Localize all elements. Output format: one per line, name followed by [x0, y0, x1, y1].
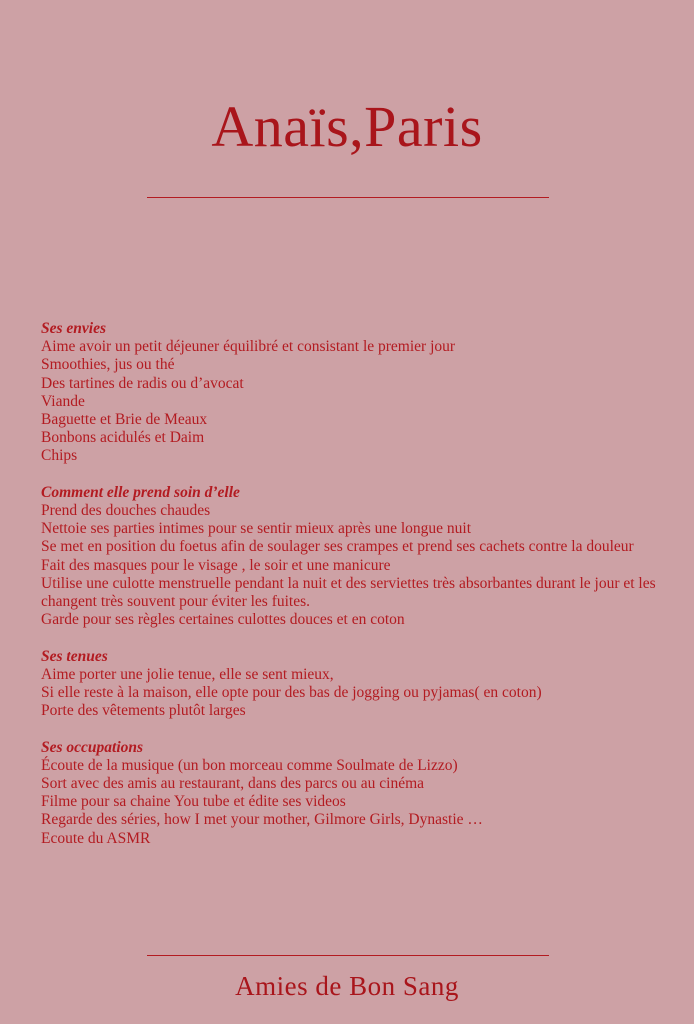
bottom-divider — [147, 955, 549, 956]
section-envies — [41, 320, 671, 466]
footer-brand: Amies de Bon Sang — [235, 971, 459, 1001]
section-occupations — [41, 739, 671, 848]
list-item: Bonbons acidulés et Daim — [41, 429, 205, 447]
list-item: Des tartines de radis ou d’avocat — [41, 374, 244, 392]
list-item: Aime porter une jolie tenue, elle se sent mieux, — [41, 665, 334, 683]
list-item: Regarde des séries, how I met your mother, Gilmore Girls, Dynastie … — [41, 811, 483, 829]
section-heading: Comment elle prend soin d’elle — [41, 483, 240, 501]
list-item: Garde pour ses règles certaines culottes douces et en coton — [41, 611, 405, 629]
list-item: Fait des masques pour le visage , le soir et une manicure — [41, 556, 391, 574]
list-item: Nettoie ses parties intimes pour se sentir mieux après une longue nuit — [41, 520, 472, 538]
list-item: Ecoute du ASMR — [41, 829, 151, 847]
list-item: Filme pour sa chaine You tube et édite ses videos — [41, 793, 346, 811]
list-item: Viande — [41, 392, 85, 410]
list-item: Si elle reste à la maison, elle opte pour des bas de jogging ou pyjamas( en coton) — [41, 684, 542, 702]
section-heading: Ses occupations — [41, 738, 144, 756]
list-item: Sort avec des amis au restaurant, dans des parcs ou au cinéma — [41, 775, 425, 793]
list-item: Chips — [41, 447, 78, 465]
page-title: Anaïs,Paris — [211, 94, 483, 159]
list-item: Baguette et Brie de Meaux — [41, 411, 208, 429]
section-heading: Ses tenues — [41, 647, 108, 665]
section-tenues — [41, 648, 671, 721]
list-item: Smoothies, jus ou thé — [41, 356, 175, 374]
list-item: Écoute de la musique (un bon morceau comme Soulmate de Lizzo) — [41, 756, 458, 774]
list-item: Prend des douches chaudes — [41, 502, 211, 520]
list-item: Porte des vêtements plutôt larges — [41, 702, 246, 720]
list-item: Aime avoir un petit déjeuner équilibré et consistant le premier jour — [41, 338, 456, 356]
profile-content — [41, 320, 671, 866]
top-divider — [147, 197, 549, 198]
section-soin — [41, 484, 671, 630]
list-item: Se met en position du foetus afin de soulager ses crampes et prend ses cachets contre la douleur — [41, 538, 634, 556]
list-item: Utilise une culotte menstruelle pendant la nuit et des serviettes très absorbantes durant le jour et les changent très souvent pour éviter les fuites. — [41, 574, 656, 611]
section-heading: Ses envies — [41, 320, 107, 337]
